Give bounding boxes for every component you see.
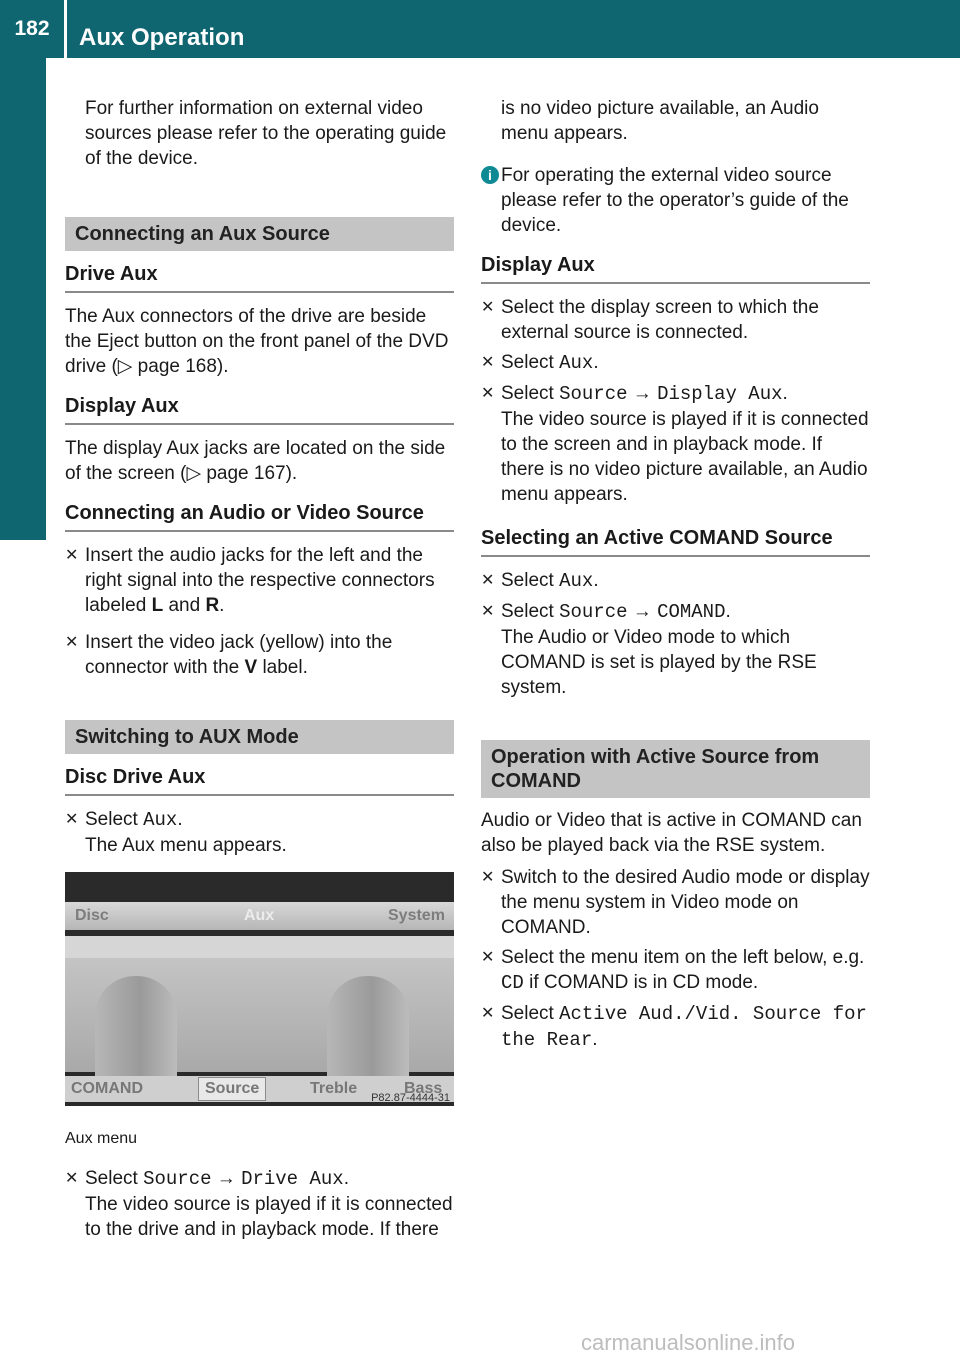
operation-text: Audio or Video that is active in COMAND can also be played back via the RSE system. xyxy=(481,810,862,856)
step-select-aux-right: ✕ Select Aux. xyxy=(481,352,599,374)
page-number: 182 xyxy=(14,17,50,40)
display-aux-text: The display Aux jacks are located on the side of the screen (▷ page 167). xyxy=(65,438,446,484)
info-note: i For operating the external video source please refer to the operator’s guide of the device. xyxy=(481,163,870,238)
step-select-display-aux: ✕ Select Source → Display Aux. The video source is played if it is connected to the screen and in playback mode. If there is no video picture available, an Audio menu appears. xyxy=(481,383,869,505)
step-marker-icon: ✕ xyxy=(481,299,495,316)
heading-disc-drive-aux: Disc Drive Aux xyxy=(65,764,454,796)
step-marker-icon: ✕ xyxy=(65,1170,79,1187)
watermark: carmanualsonline.info xyxy=(581,1330,796,1355)
figure-caption: Aux menu xyxy=(65,1130,138,1147)
section-connecting-aux: Connecting an Aux Source xyxy=(65,217,454,251)
step-marker-icon: ✕ xyxy=(481,603,495,620)
screen-tab-aux: Aux xyxy=(244,907,275,924)
section-operation-active-source: Operation with Active Source from COMAND xyxy=(481,740,870,798)
step-select-display: ✕ Select the display screen to which the external source is connected. xyxy=(481,297,819,343)
heading-drive-aux: Drive Aux xyxy=(65,261,454,293)
screen-tab-bar xyxy=(65,902,454,930)
screen-btn-source: Source xyxy=(198,1077,266,1101)
side-title: Rear Seat Entertainment xyxy=(9,159,36,439)
step-insert-audio: ✕ Insert the audio jacks for the left and the right signal into the respective connectors labeled L and R. xyxy=(65,545,435,616)
step-switch-mode: ✕ Switch to the desired Audio mode or display the menu system in Video mode on COMAND. xyxy=(481,867,870,938)
continued-text: is no video picture available, an Audio menu appears. xyxy=(501,98,819,144)
info-icon: i xyxy=(481,166,499,184)
screen-tab-system: System xyxy=(388,907,445,924)
step-select-aux: ✕ Select Aux. The Aux menu appears. xyxy=(65,809,287,856)
heading-connecting-source: Connecting an Audio or Video Source xyxy=(65,500,454,532)
screen-btn-comand: COMAND xyxy=(71,1080,143,1097)
aux-menu-screenshot xyxy=(65,872,454,1106)
step-marker-icon: ✕ xyxy=(65,634,79,651)
screen-tab-disc: Disc xyxy=(75,907,109,924)
intro-text: For further information on external video sources please refer to the operating guide of the device. xyxy=(85,98,447,169)
step-marker-icon: ✕ xyxy=(481,1005,495,1022)
heading-display-aux-right: Display Aux xyxy=(481,252,870,284)
heading-display-aux: Display Aux xyxy=(65,393,454,425)
screen-btn-bass: Bass xyxy=(404,1080,443,1097)
section-switching-aux: Switching to AUX Mode xyxy=(65,720,454,754)
image-reference: P82.87-4444-31 xyxy=(371,1092,450,1104)
chapter-title: Aux Operation xyxy=(79,24,245,51)
right-column xyxy=(481,96,870,1053)
step-marker-icon: ✕ xyxy=(481,572,495,589)
step-marker-icon: ✕ xyxy=(481,385,495,402)
step-marker-icon: ✕ xyxy=(65,811,79,828)
step-select-menu-item: ✕ Select the menu item on the left below, e.g. CD if COMAND is in CD mode. xyxy=(481,947,865,994)
screen-main-area xyxy=(65,936,454,1072)
step-select-drive-aux: ✕ Select Source → Drive Aux. The video source is played if it is connected to the drive and in playback mode. If there xyxy=(65,1168,453,1240)
step-marker-icon: ✕ xyxy=(481,354,495,371)
step-marker-icon: ✕ xyxy=(481,869,495,886)
step-select-aux-2: ✕ Select Aux. xyxy=(481,570,599,592)
step-insert-video: ✕ Insert the video jack (yellow) into the connector with the V label. xyxy=(65,632,393,678)
step-select-active-source: ✕ Select Active Aud./Vid. Source for the Rear. xyxy=(481,1003,867,1051)
step-select-comand: ✕ Select Source → COMAND. The Audio or Video mode to which COMAND is set is played by the RSE system. xyxy=(481,601,817,698)
screen-btn-treble: Treble xyxy=(310,1080,358,1097)
drive-aux-text: The Aux connectors of the drive are beside the Eject button on the front panel of the DVD drive (▷ page 168). xyxy=(65,306,449,377)
step-marker-icon: ✕ xyxy=(65,547,79,564)
heading-active-comand: Selecting an Active COMAND Source xyxy=(481,525,870,557)
header-divider xyxy=(64,0,67,58)
step-marker-icon: ✕ xyxy=(481,949,495,966)
left-column xyxy=(65,96,454,1242)
